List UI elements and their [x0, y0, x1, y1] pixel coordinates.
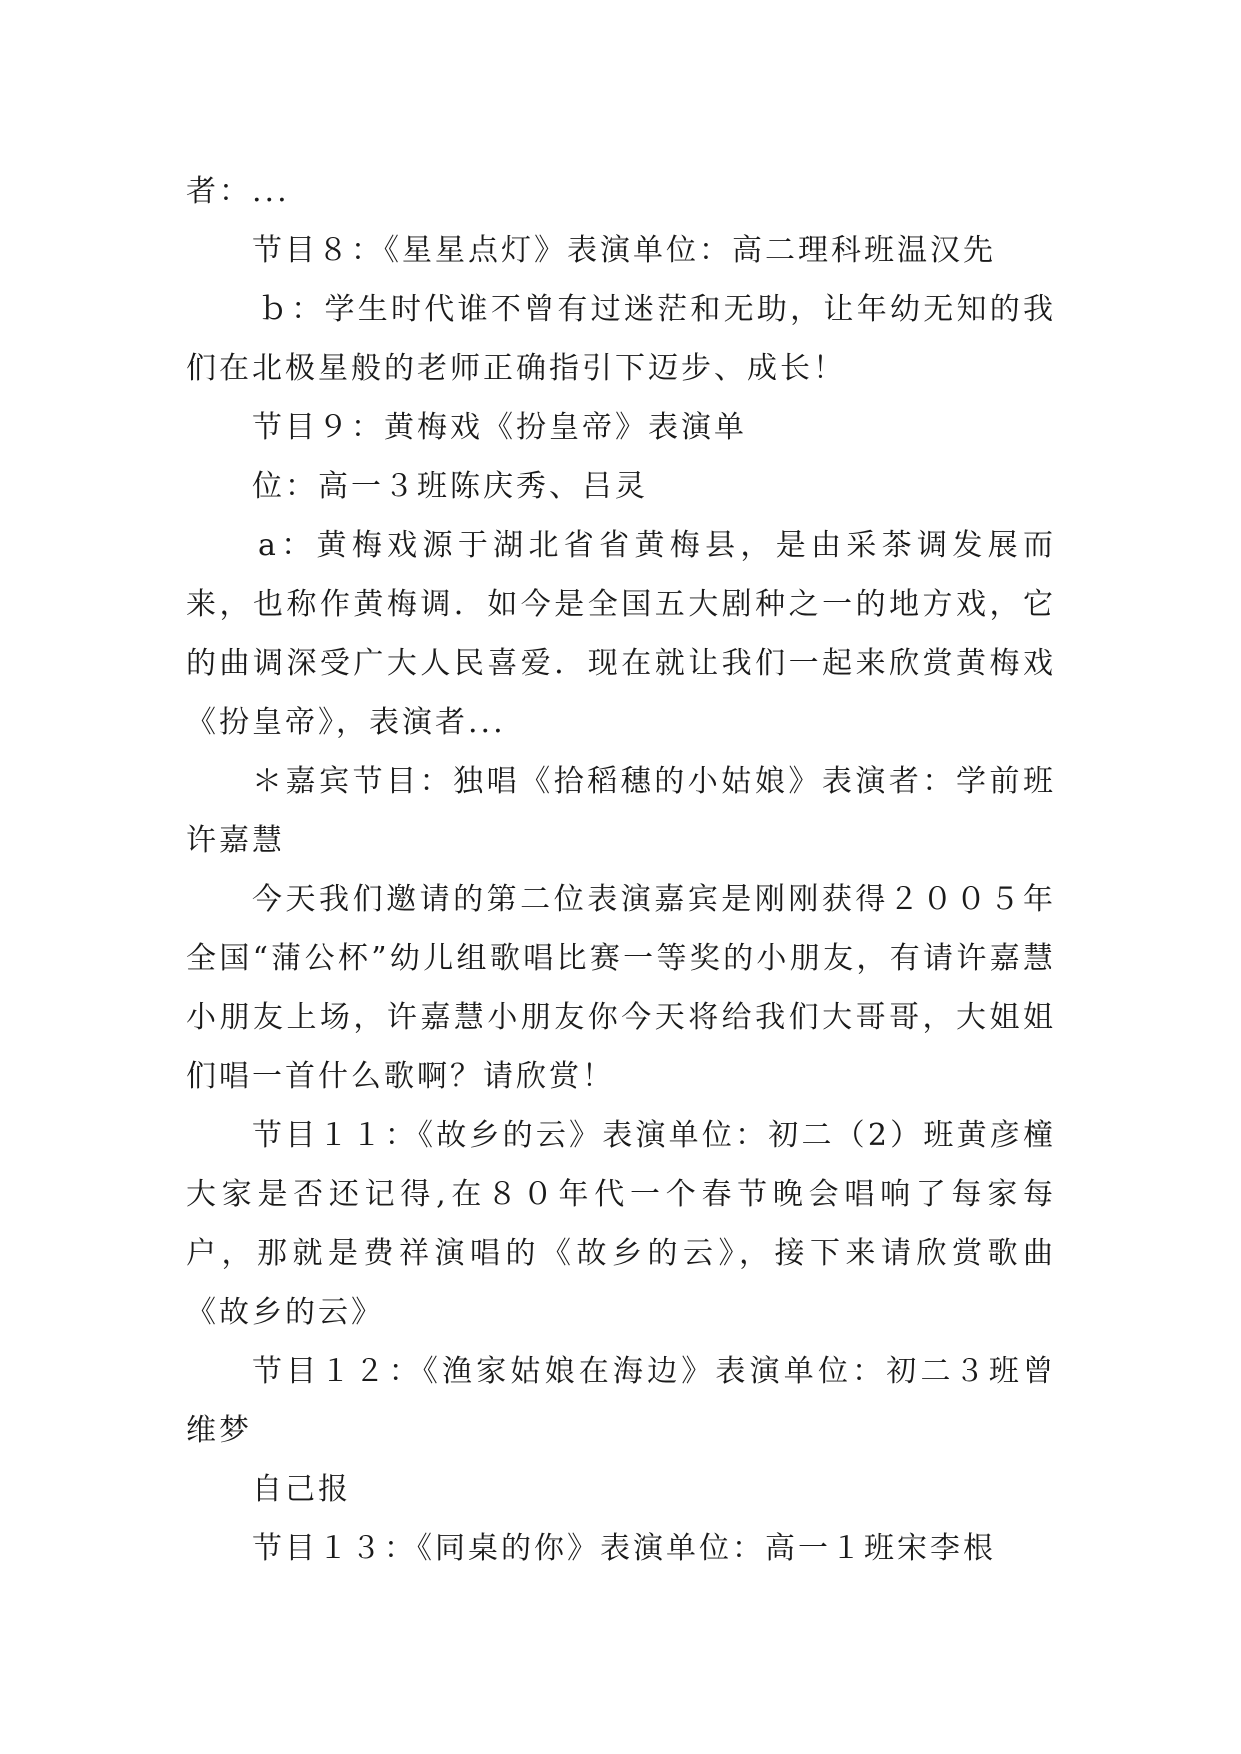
document-body: [186, 162, 1056, 1578]
paragraph-program-9-performers: 位：高一３班陈庆秀、吕灵: [252, 469, 648, 504]
paragraph-program-9: 节目９：黄梅戏《扮皇帝》表演单: [252, 410, 747, 445]
paragraph-guest-program: ＊嘉宾节目：独唱《拾稻穗的小姑娘》表演者：学前班许嘉慧: [186, 764, 1056, 858]
paragraph-program-8: 节目８：《星星点灯》表演单位：高二理科班温汉先: [252, 233, 996, 268]
paragraph-program-12: 节目１２：《渔家姑娘在海边》表演单位：初二３班曾维梦: [186, 1354, 1056, 1448]
paragraph-self-announce: 自己报: [252, 1472, 351, 1507]
paragraph-host-b-intro-8: ｂ：学生时代谁不曾有过迷茫和无助，让年幼无知的我们在北极星般的老师正确指引下迈步、成长！: [186, 292, 1056, 386]
paragraph-continuation: 者：...: [186, 174, 290, 209]
paragraph-program-13: 节目１３：《同桌的你》表演单位：高一１班宋李根: [252, 1531, 996, 1566]
paragraph-guest-intro: 今天我们邀请的第二位表演嘉宾是刚刚获得２００５年全国“蒲公杯”幼儿组歌唱比赛一等奖的小朋友，有请许嘉慧小朋友上场，许嘉慧小朋友你今天将给我们大哥哥，大姐姐们唱一首什么歌啊？请欣赏！: [186, 882, 1056, 1094]
paragraph-program-11: 节目１１：《故乡的云》表演单位：初二（2）班黄彦橦大家是否还记得,在８０年代一个春节晚会唱响了每家每户，那就是费祥演唱的《故乡的云》，接下来请欣赏歌曲《故乡的云》: [186, 1118, 1056, 1330]
paragraph-host-a-intro-9: a：黄梅戏源于湖北省省黄梅县，是由采茶调发展而来，也称作黄梅调．如今是全国五大剧种之一的地方戏，它的曲调深受广大人民喜爱．现在就让我们一起来欣赏黄梅戏《扮皇帝》，表演者...: [186, 528, 1056, 740]
